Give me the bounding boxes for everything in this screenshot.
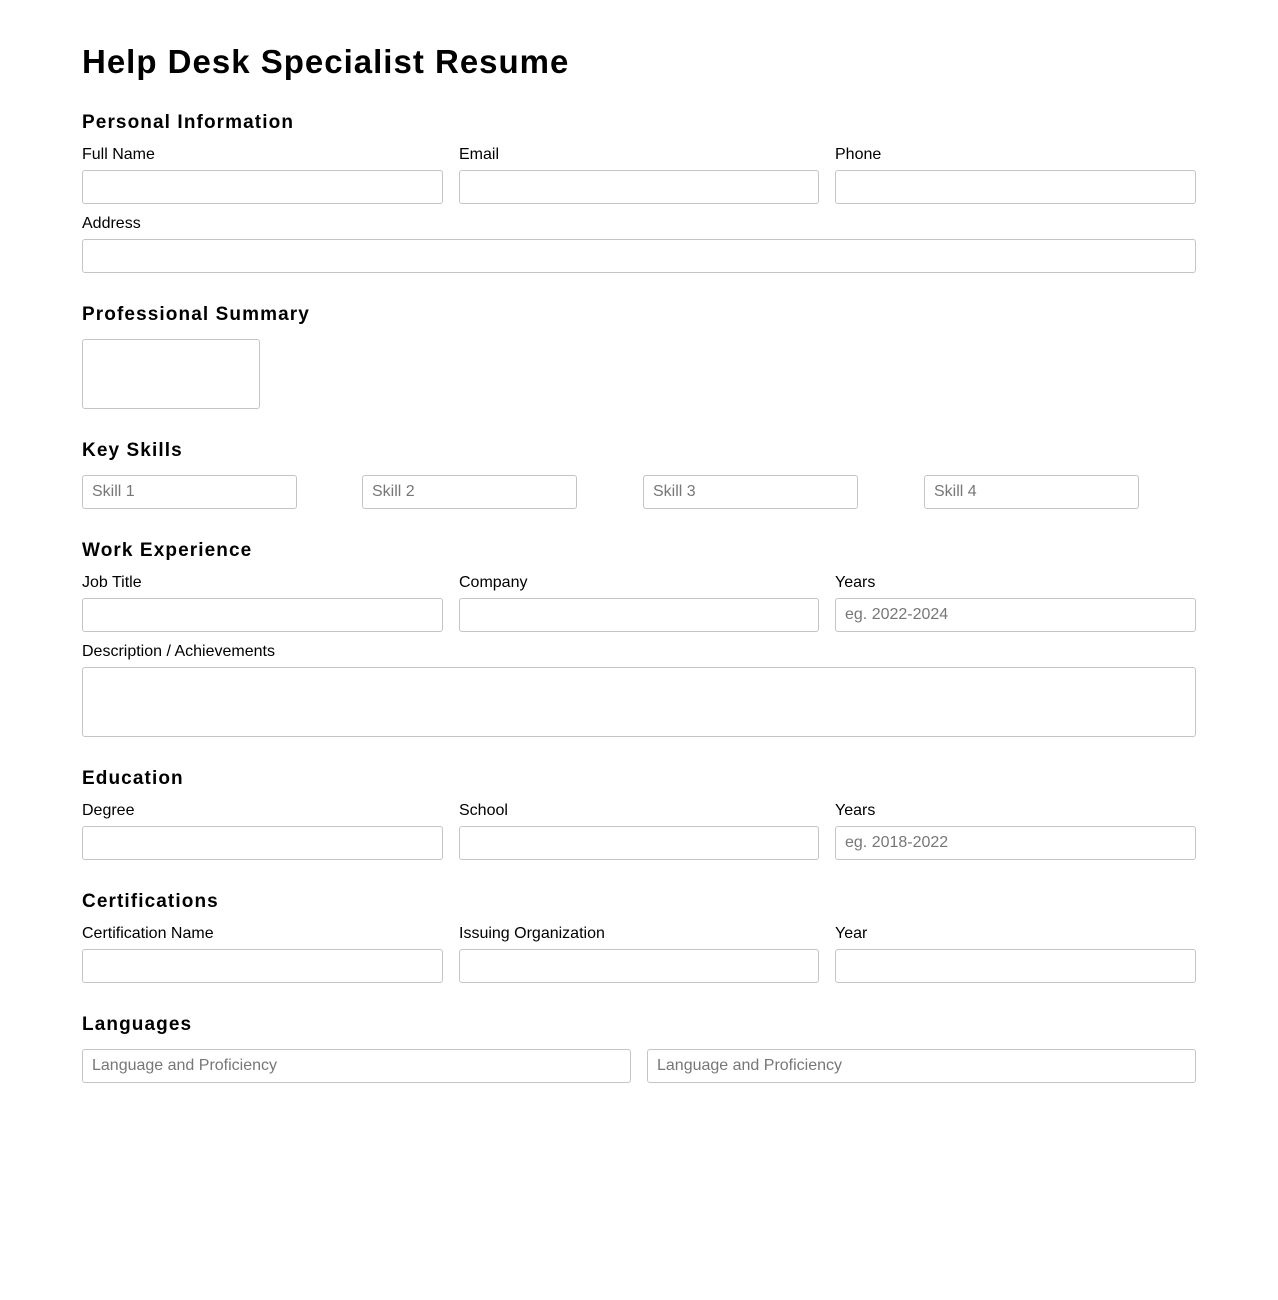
education-heading: Education — [82, 768, 184, 789]
certification-name-label: Certification Name — [82, 925, 214, 942]
page-title: Help Desk Specialist Resume — [82, 43, 570, 80]
email-input[interactable] — [459, 170, 819, 204]
job-title-label: Job Title — [82, 574, 142, 591]
professional-summary-heading: Professional Summary — [82, 304, 310, 325]
skill-1-input[interactable] — [82, 475, 297, 509]
description-label: Description / Achievements — [82, 643, 275, 660]
languages-heading: Languages — [82, 1014, 193, 1035]
education-years-label: Years — [835, 802, 876, 819]
key-skills-heading: Key Skills — [82, 440, 183, 461]
description-textarea[interactable] — [82, 667, 1196, 737]
address-label: Address — [82, 215, 141, 232]
degree-label: Degree — [82, 802, 135, 819]
language-1-input[interactable] — [82, 1049, 631, 1083]
professional-summary-textarea[interactable] — [82, 339, 260, 409]
certification-name-input[interactable] — [82, 949, 443, 983]
certification-year-label: Year — [835, 925, 868, 942]
company-label: Company — [459, 574, 528, 591]
issuing-organization-label: Issuing Organization — [459, 925, 605, 942]
certifications-heading: Certifications — [82, 891, 219, 912]
language-2-input[interactable] — [647, 1049, 1196, 1083]
address-input[interactable] — [82, 239, 1196, 273]
full-name-input[interactable] — [82, 170, 443, 204]
work-years-input[interactable] — [835, 598, 1196, 632]
issuing-organization-input[interactable] — [459, 949, 819, 983]
education-years-input[interactable] — [835, 826, 1196, 860]
company-input[interactable] — [459, 598, 819, 632]
certification-year-input[interactable] — [835, 949, 1196, 983]
email-label: Email — [459, 146, 500, 163]
skill-4-input[interactable] — [924, 475, 1139, 509]
degree-input[interactable] — [82, 826, 443, 860]
work-experience-heading: Work Experience — [82, 540, 253, 561]
personal-information-heading: Personal Information — [82, 112, 295, 133]
school-label: School — [459, 802, 508, 819]
job-title-input[interactable] — [82, 598, 443, 632]
work-years-label: Years — [835, 574, 876, 591]
skill-3-input[interactable] — [643, 475, 858, 509]
phone-label: Phone — [835, 146, 882, 163]
skill-2-input[interactable] — [362, 475, 577, 509]
school-input[interactable] — [459, 826, 819, 860]
full-name-label: Full Name — [82, 146, 155, 163]
phone-input[interactable] — [835, 170, 1196, 204]
